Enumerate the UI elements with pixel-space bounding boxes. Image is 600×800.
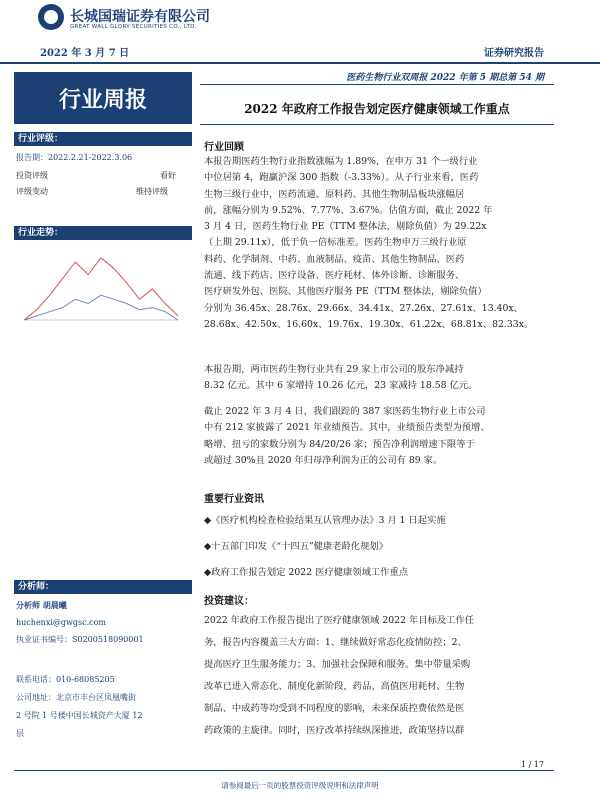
analyst-email[interactable]: huchenxi@gwgsc.com <box>16 618 106 627</box>
review-p2-line: 本报告期，两市医药生物行业共有 29 家上市公司的股东净减持 <box>204 364 464 375</box>
address-line-3: 层 <box>16 729 24 738</box>
review-p3-line: 截止 2022 年 3 月 4 日，我们跟踪的 387 家医药生物行业上市公司 <box>204 406 486 417</box>
rating-section-header: 行业评级： <box>14 132 192 146</box>
review-p1-line: 流通、线下药店、医疗设备、医疗耗材、体外诊断、诊断服务、 <box>204 270 465 282</box>
title-divider <box>200 124 554 125</box>
review-p1-line: 生物三级行业中，医药流通、原料药、其他生物制品板块涨幅居 <box>204 188 465 200</box>
review-p3-line: 或超过 30%且 2020 年归母净利润为正的公司有 89 家。 <box>204 454 443 466</box>
news-item-2: ◆十五部门印发《“十四五”健康老龄化规划》 <box>204 541 388 552</box>
advice-line: 提高医疗卫生服务能力；3、加强社会保障和服务。集中带量采购 <box>204 659 471 670</box>
footer-disclaimer: 请参阅最后一页的股票投资评级说明和法律声明 <box>221 781 379 790</box>
review-p3-line: 略增、扭亏的家数分别为 84/20/26 家；预告净利润增速下限等于 <box>204 438 475 450</box>
advice-line: 药政策的主旋律。同时，医疗改革持续纵深推进，政策坚持以群 <box>204 725 465 736</box>
report-date: 2022 年 3 月 7 日 <box>40 48 130 59</box>
review-p1-line: 分别为 36.45x、28.76x、29.66x、34.41x、27.26x、27.61x、13.40x、 <box>204 302 523 314</box>
trend-series-2-line <box>24 295 178 320</box>
review-p1-line: 本报告期医药生物行业指数涨幅为 1.89%，在申万 31 个一级行业 <box>204 156 478 167</box>
industry-review-paragraph-1 <box>204 154 554 333</box>
company-name-en: GREAT WALL GLORY SECURITIES CO., LTD. <box>70 24 197 30</box>
header-divider <box>0 62 600 64</box>
footer-divider <box>14 770 554 771</box>
analyst-section-header: 分析师： <box>14 580 192 594</box>
advice-line: 改革已进入常态化、制度化新阶段，药品、高值医用耗材、生物 <box>204 681 465 692</box>
trend-series-1-line <box>24 258 178 320</box>
rating-change-value: 维持评级 <box>136 187 168 196</box>
advice-line: 制品、中成药等均受到不同程度的影响，未来保质控费依然是医 <box>204 703 465 714</box>
review-p3-line: 中有 212 家披露了 2021 年业绩预告。其中，业绩预告类型为预增、 <box>204 422 490 434</box>
contact-phone: 联系电话：010-68085205 <box>16 675 115 684</box>
news-item-3: ◆政府工作报告划定 2022 医疗健康领域工作重点 <box>204 567 409 578</box>
industry-review-paragraph-3 <box>204 404 554 469</box>
rating-value: 看好 <box>160 171 176 180</box>
issue-divider <box>200 84 554 85</box>
industry-news-heading: 重要行业资讯 <box>204 494 264 505</box>
review-p2-line: 8.32 亿元。其中 6 家增持 10.26 亿元，23 家减持 18.58 亿元。 <box>204 380 478 392</box>
investment-advice-paragraph <box>204 610 554 742</box>
industry-review-paragraph-2 <box>204 362 554 395</box>
review-p1-line: 中位居第 4，跑赢沪深 300 指数（-3.33%）。从子行业来看，医药 <box>204 172 479 184</box>
trend-section-header: 行业走势： <box>14 226 192 240</box>
company-logo-icon <box>38 4 64 30</box>
advice-line: 务，报告内容覆盖三大方面：1、继续做好常态化疫情防控；2、 <box>204 637 467 648</box>
address-line-2: 2 号院 1 号楼中国长城资产大厦 12 <box>16 711 143 720</box>
advice-line: 2022 年政府工作报告提出了医疗健康领域 2022 年目标及工作任 <box>204 615 475 626</box>
review-p1-line: 3 月 4 日，医药生物行业 PE（TTM 整体法，剔除负值）为 29.22x <box>204 221 487 233</box>
analyst-name: 分析师 胡晨曦 <box>16 600 67 610</box>
review-p1-line: （上期 29.11x），低于负一倍标准差。医药生物申万三级行业原 <box>204 237 467 249</box>
rating-change-label: 评级变动 <box>16 187 48 196</box>
issue-number: 医药生物行业双周报 2022 年第 5 期总第 54 期 <box>346 73 544 83</box>
company-name-cn: 长城国瑞证券有限公司 <box>70 9 210 25</box>
review-p1-line: 28.68x、42.50x、16.60x、19.76x、19.30x、61.22x、68.81x、82.33x。 <box>204 318 534 330</box>
rating-label: 投资评级 <box>16 171 48 180</box>
review-p1-line: 料药、化学制剂、中药、血液制品、疫苗、其他生物制品、医药 <box>204 253 465 265</box>
news-item-1: ◆《医疗机构检查检验结果互认管理办法》3 月 1 日起实施 <box>204 515 446 526</box>
report-title: 2022 年政府工作报告划定医疗健康领域工作重点 <box>244 102 510 116</box>
address-line-1: 公司地址：北京市丰台区凤凰嘴街 <box>16 693 136 702</box>
review-p1-line: 前，涨幅分别为 9.52%、7.77%、3.67%。估值方面，截止 2022 年 <box>204 204 493 216</box>
industry-review-heading: 行业回顾 <box>204 142 244 153</box>
report-type: 证券研究报告 <box>484 48 544 59</box>
page-number: 1 / 17 <box>520 760 544 769</box>
review-p1-line: 医疗研发外包、医院、其他医疗服务 PE（TTM 整体法，剔除负值） <box>204 286 487 298</box>
report-category-badge: 行业周报 <box>14 72 192 124</box>
industry-trend-chart <box>16 250 186 340</box>
report-period: 报告期：2022.2.21-2022.3.06 <box>16 153 133 162</box>
analyst-license: 执业证书编号：S0200518090001 <box>16 635 144 644</box>
investment-advice-heading: 投资建议： <box>204 596 254 607</box>
